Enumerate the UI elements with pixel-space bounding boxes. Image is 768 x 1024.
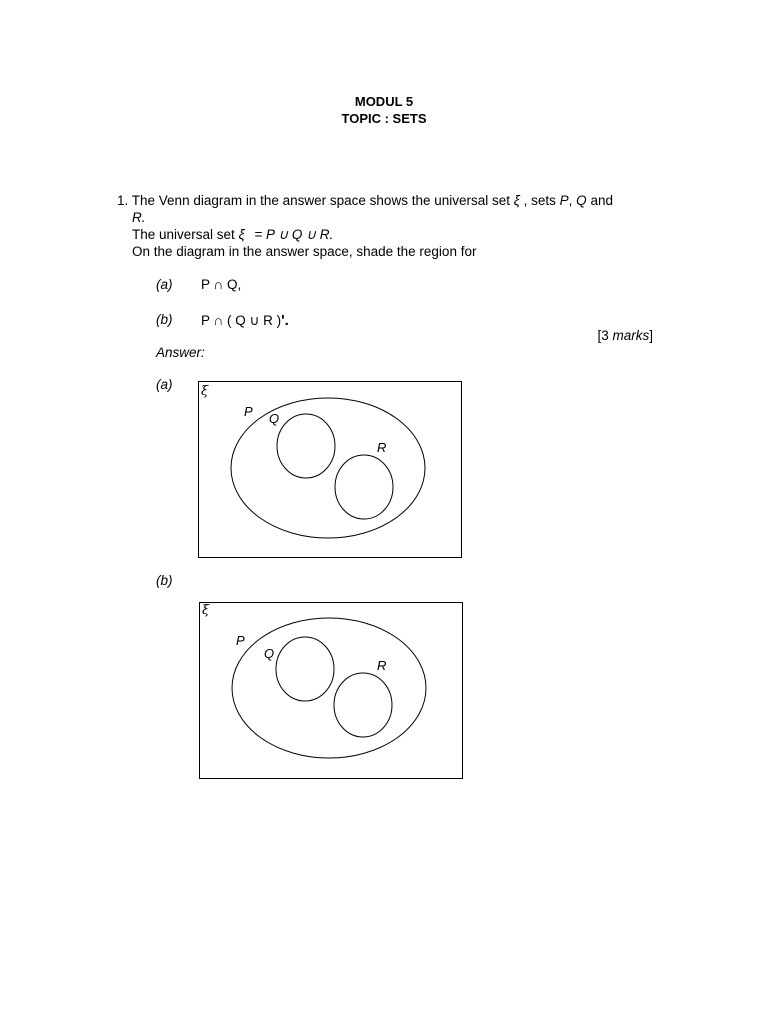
set-p-label: P <box>244 404 253 419</box>
part-a-expression: P ∩ Q, <box>201 277 242 292</box>
set-r-label: R <box>377 440 387 455</box>
venn-diagram-a <box>198 381 463 559</box>
question-text: The Venn diagram in the answer space shows the universal set <box>131 193 510 208</box>
set-q-label: Q <box>269 411 280 426</box>
set-p-ellipse <box>232 618 426 758</box>
set-r-label: R <box>377 658 387 673</box>
xi-symbol: ξ <box>513 193 520 208</box>
xi-symbol: ξ <box>238 227 245 242</box>
marks-indicator: [3 marks] <box>597 328 653 343</box>
set-q-label: Q <box>264 646 275 661</box>
set-r-ellipse <box>335 455 393 519</box>
universal-set-rect <box>200 603 463 779</box>
diagram-a-label: (a) <box>156 377 173 392</box>
set-q-ellipse <box>277 414 335 478</box>
part-b-label: (b) <box>156 312 173 327</box>
universal-symbol: ξ <box>201 384 209 399</box>
venn-diagram-b <box>199 602 464 780</box>
universal-symbol: ξ <box>202 603 210 618</box>
set-r-ellipse <box>334 673 392 737</box>
part-b-expression: P ∩ ( Q ∪ R )'. <box>201 312 289 329</box>
answer-label: Answer: <box>156 345 205 360</box>
question-number: 1. <box>117 193 129 208</box>
set-q-ellipse <box>276 637 334 701</box>
question-line-4: On the diagram in the answer space, shade the region for <box>132 244 477 259</box>
universal-set-rect <box>199 382 462 558</box>
part-a-label: (a) <box>156 277 173 292</box>
question-line-2: R. <box>132 210 146 225</box>
diagram-b-label: (b) <box>156 573 173 588</box>
question-line-3: The universal set ξ = P ∪ Q ∪ R. <box>132 227 334 242</box>
set-p-ellipse <box>231 398 425 538</box>
question-line-1: 1. The Venn diagram in the answer space shows the universal set ξ , sets P, Q and <box>117 193 613 208</box>
set-p-label: P <box>236 633 245 648</box>
page-title: MODUL 5 <box>354 94 414 109</box>
page-subtitle: TOPIC : SETS <box>341 111 427 126</box>
